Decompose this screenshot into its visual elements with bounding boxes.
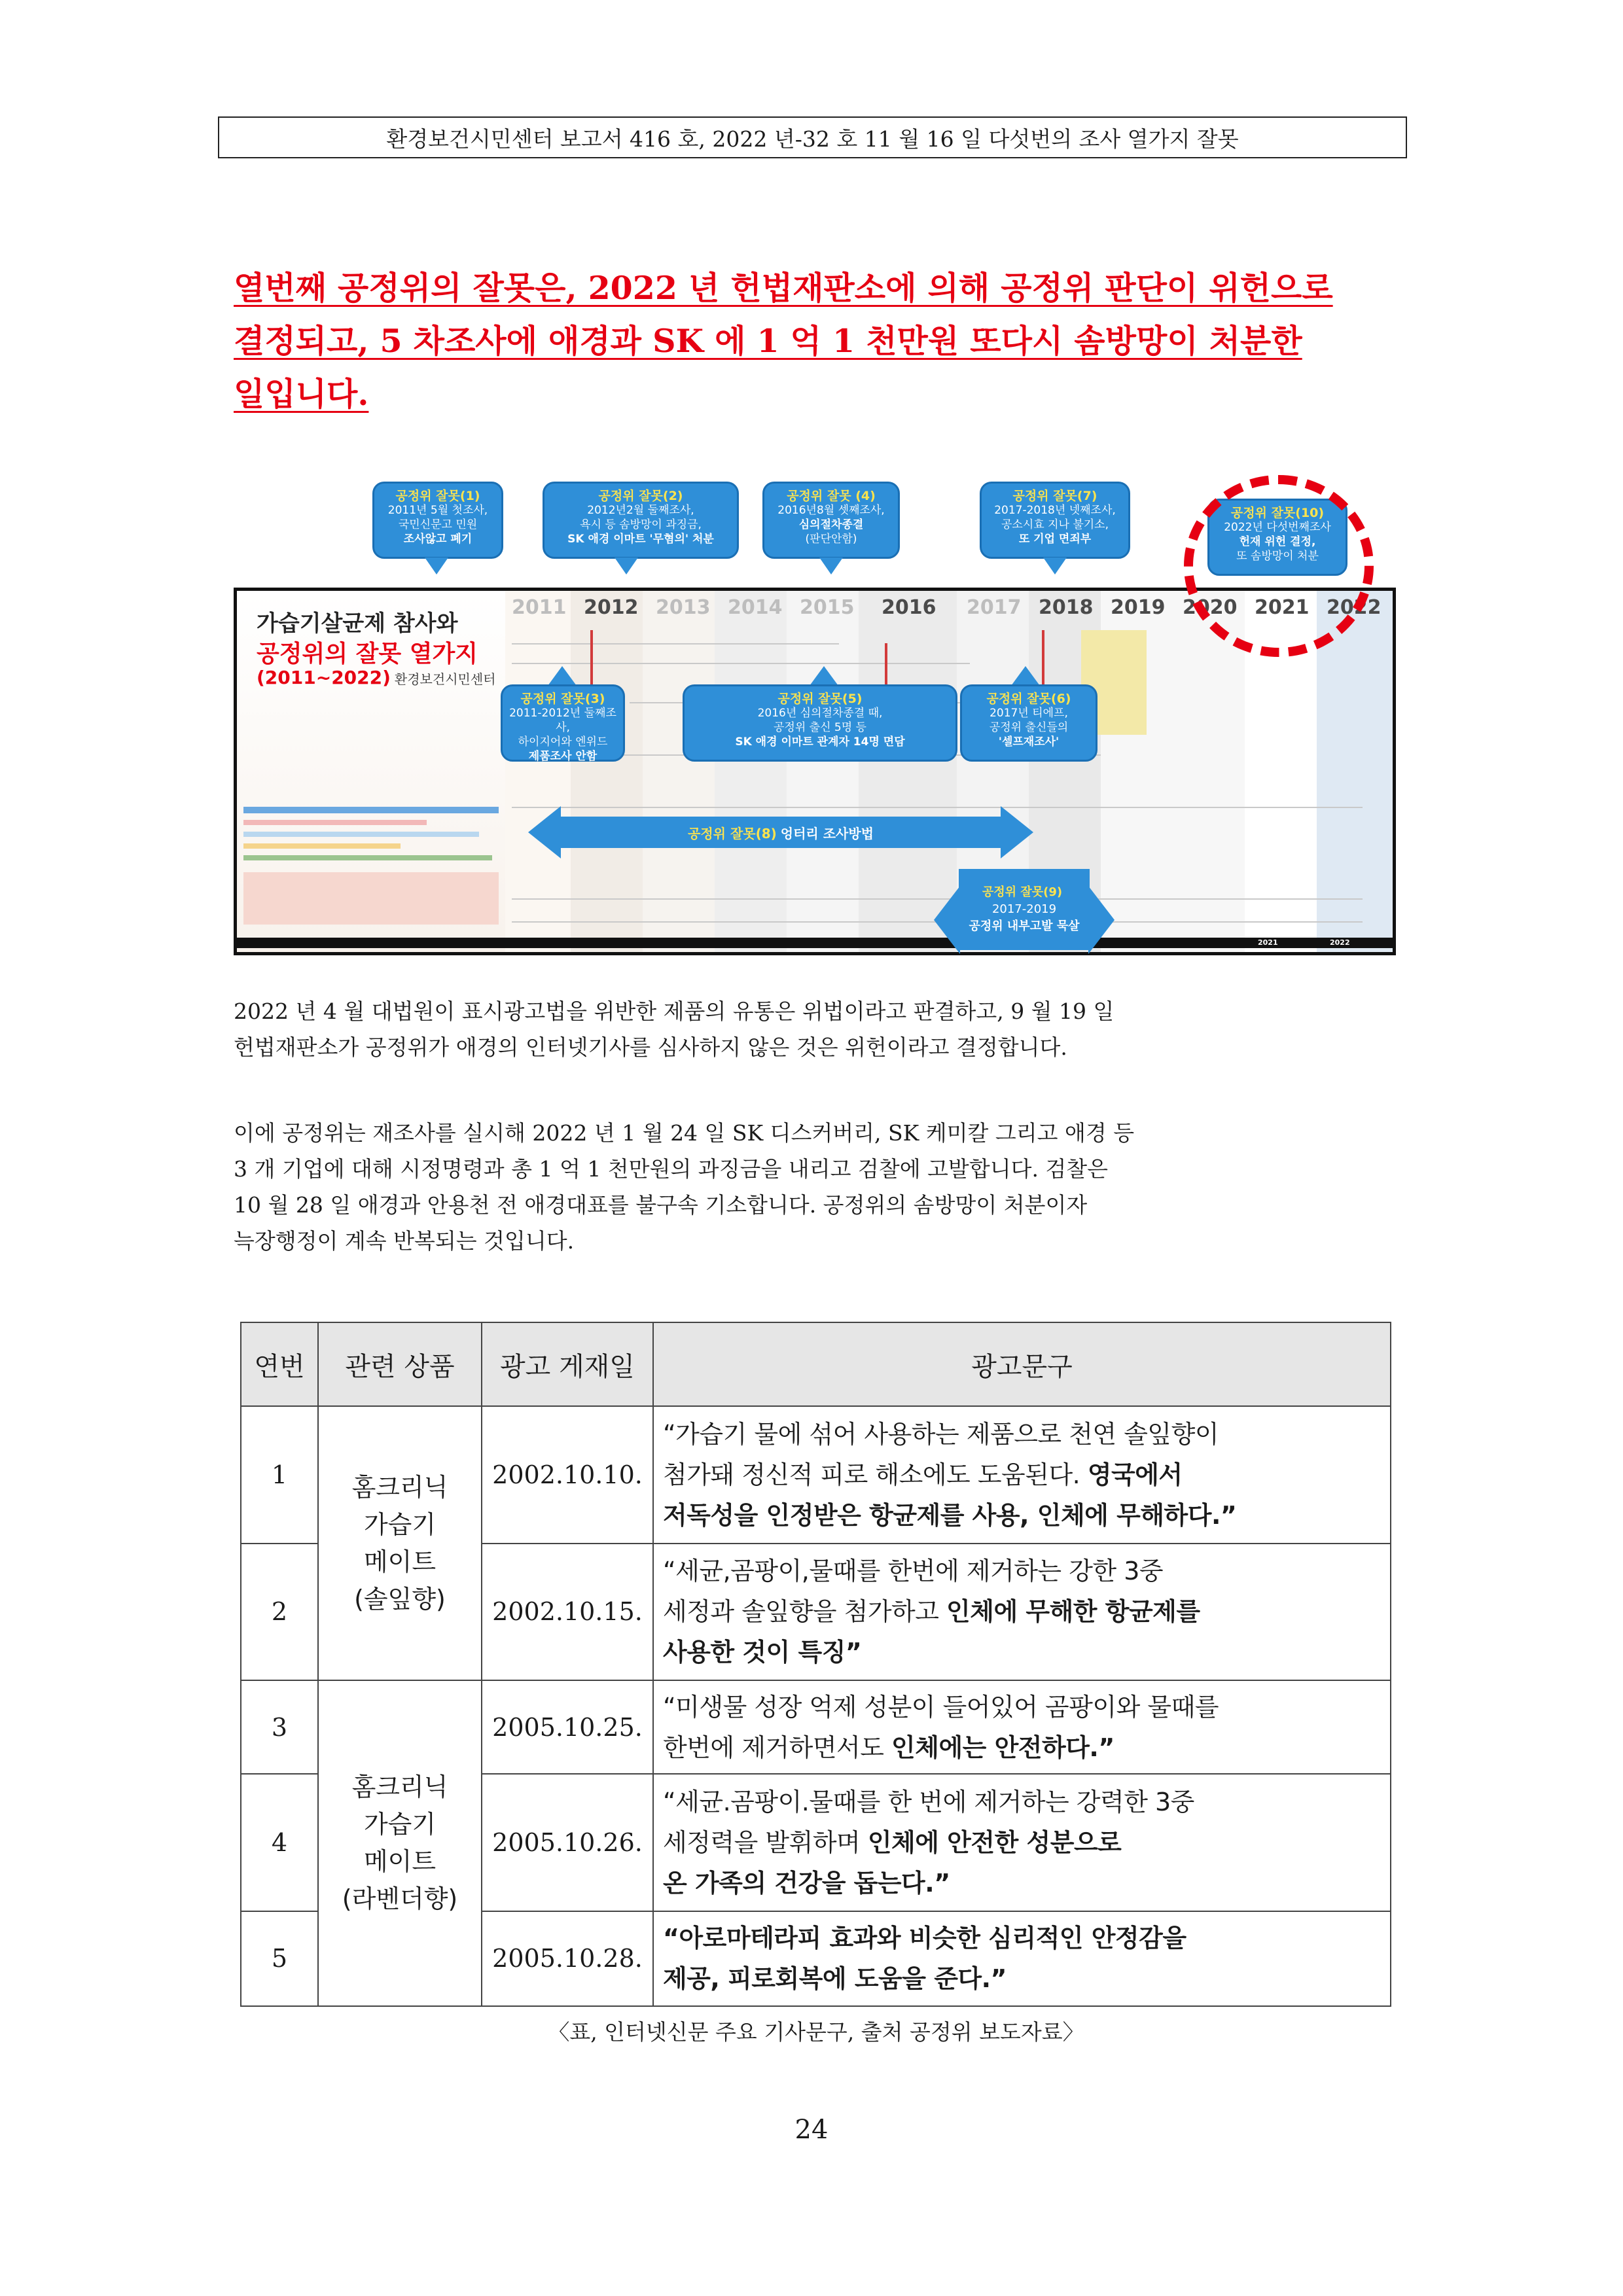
callout-line: (판단안함) [805,533,857,546]
headline-line-3: 일입니다. [234,375,369,413]
row-number: 4 [241,1774,318,1911]
product-cell [318,1680,482,2006]
detail-line [512,807,1363,808]
timeline-frame [234,588,1396,955]
callout-error-9 [959,869,1090,950]
ad-copy-table [240,1322,1391,2007]
axis-label: 2022 [1330,938,1350,947]
ad-copy [653,1911,1391,2006]
decor-row [243,855,492,860]
year-label: 2017 [967,596,1022,619]
callout-pointer [615,557,638,574]
year-label: 2011 [512,596,567,619]
year-band [571,591,643,955]
callout-line: 2011-2012년 둘째조사, [509,707,616,734]
column-header: 광고 게재일 [482,1322,653,1406]
callout-bold: 또 기업 면죄부 [1018,533,1092,546]
timeline-title-line-1: 가습기살균제 참사와 [257,610,458,637]
arrow-left-head [528,806,561,858]
callout-title: 공정위 잘못 (4) [787,489,876,503]
ad-date: 2005.10.28. [482,1911,653,2006]
paragraph-line: 2022 년 4 월 대법원이 표시광고법을 위반한 제품의 유통은 위법이라고 판결하고, 9 월 19 일 [234,998,1115,1024]
callout-line: 2016년 심의절차종결 때, [757,707,883,720]
headline-line-1: 열번째 공정위의 잘못은, 2022 년 헌법재판소에 의해 공정위 판단이 위헌으로 [234,269,1333,307]
callout-bold: SK 애경 이마트 '무혐의' 처분 [567,533,714,546]
product-cell [318,1406,482,1680]
decor-row [243,807,499,813]
callout-title: 공정위 잘못(2) [598,489,683,503]
copy-text: 한번에 제거하면서도 [663,1733,892,1762]
callout-pointer [1043,557,1067,574]
row-number: 2 [241,1544,318,1680]
paragraph-line: 이에 공정위는 재조사를 실시해 2022 년 1 월 24 일 SK 디스커버리, SK 케미칼 그리고 애경 등 [234,1120,1135,1146]
product-line: 홈크리닉 [351,1773,448,1802]
row-number: 3 [241,1680,318,1774]
callout-line: 욕시 등 솜방망이 과징금, [580,518,702,531]
axis-label: 2021 [1258,938,1278,947]
callout-title: 공정위 잘못(7) [1012,489,1097,503]
callout-error-7 [980,482,1130,559]
year-band [1317,591,1393,955]
product-line: 메이트 [363,1547,437,1576]
callout-line: 공정위 출신들의 [989,721,1069,734]
ad-date: 2002.10.10. [482,1406,653,1543]
copy-text: 세정력을 발휘하며 [663,1828,868,1857]
ad-date: 2005.10.26. [482,1774,653,1911]
callout-line: 2017년 티에프, [990,707,1068,720]
callout-error-5 [683,684,957,762]
copy-bold: 온 가족의 건강을 돕는다.” [663,1868,950,1898]
year-label: 2016 [882,596,936,619]
page-number: 24 [794,2115,829,2145]
callout-line: 2016년8월 셋째조사, [777,504,885,517]
decor-block [243,872,499,925]
ad-copy [653,1544,1391,1680]
product-line: 가습기 [363,1810,437,1839]
column-header: 연번 [241,1322,318,1406]
callout-bold: SK 애경 이마트 관계자 14명 면담 [735,735,905,749]
callout-error-8 [560,817,1002,848]
year-label: 2015 [800,596,855,619]
timeline-title-years: (2011~2022) [257,667,391,688]
callout-line: 하이지어와 엔위드 [518,735,608,749]
copy-bold: 인체에는 안전하다.” [891,1733,1115,1762]
callout-line: 국민신문고 민원 [398,518,478,531]
ad-copy [653,1680,1391,1774]
paragraph-line: 헌법재판소가 공정위가 애경의 인터넷기사를 심사하지 않은 것은 위헌이라고 결정합니다. [234,1034,1067,1060]
column-header: 광고문구 [653,1322,1391,1406]
product-line: (라벤더향) [342,1884,458,1914]
paragraph-2 [234,1115,1399,1259]
paragraph-line: 늑장행정이 계속 반복되는 것입니다. [234,1228,575,1254]
year-band [505,591,571,955]
timeline-infographic [234,458,1396,955]
report-header-text: 환경보건시민센터 보고서 416 호, 2022 년-32 호 11 월 16 일 다섯번의 조사 열가지 잘못 [386,126,1239,152]
copy-text: 첨가돼 정신적 피로 해소에도 도움된다. [663,1460,1088,1489]
callout-error-6 [960,684,1097,762]
detail-line [512,663,970,664]
copy-bold: 제공, 피로회복에 도움을 준다.” [663,1964,1007,1994]
callout-bold: 제품조사 안함 [528,750,597,763]
timeline-title-line-2: 공정위의 잘못 열가지 [257,641,478,667]
decor-row [243,820,427,825]
arrow-right-head [1001,806,1033,858]
year-label: 2018 [1039,596,1094,619]
callout-line: 또 솜방망이 처분 [1236,550,1319,563]
section-headline [234,262,1399,421]
column-header: 관련 상품 [318,1322,482,1406]
row-number: 1 [241,1406,318,1543]
callout-error-3 [501,684,625,762]
year-label: 2014 [728,596,783,619]
callout-line: 2022년 다섯번째조사 [1224,521,1331,534]
callout-error-2 [543,482,739,559]
copy-text: 세정과 솔잎향을 첨가하고 [663,1597,947,1627]
paragraph-line: 3 개 기업에 대해 시정명령과 총 1 억 1 천만원의 과징금을 내리고 검찰에 고발합니다. 검찰은 [234,1156,1109,1182]
callout-pointer [1011,666,1040,686]
product-line: 메이트 [363,1847,437,1877]
copy-bold: “아로마테라피 효과와 비슷한 심리적인 안정감을 [663,1924,1186,1953]
callout-line: 2017-2018년 넷째조사, [994,504,1116,517]
callout-title: 공정위 잘못(5) [777,692,863,706]
callout-line: 2017-2019 [991,902,1057,916]
callout-pointer [810,666,838,686]
callout-title: 공정위 잘못(3) [520,692,605,706]
copy-bold: 저독성을 인정받은 항균제를 사용, 인체에 무해하다.” [663,1500,1237,1530]
callout-line: 공정위 출신 5명 등 [774,721,866,734]
copy-text: “미생물 성장 억제 성분이 들어있어 곰팡이와 물때를 [663,1692,1219,1722]
callout-title: 공정위 잘못(8) [688,825,777,841]
highlight-circle [1184,475,1374,657]
decor-row [243,832,479,837]
product-line: 홈크리닉 [351,1472,448,1502]
copy-bold: 사용한 것이 특징” [663,1638,862,1667]
callout-title: 공정위 잘못(9) [982,885,1063,899]
callout-error-1 [372,482,503,559]
row-number: 5 [241,1911,318,2006]
paragraph-line: 10 월 28 일 애경과 안용천 전 애경대표를 불구속 기소합니다. 공정위의 솜방망이 처분이자 [234,1192,1088,1218]
timeline-axis-bar [237,938,1393,948]
table-header-row [241,1322,1391,1406]
arrow-right-head [1088,886,1115,954]
arrow-left-head [934,886,960,954]
table-caption: 〈표, 인터넷신문 주요 기사문구, 출처 공정위 보도자료〉 [548,2019,1084,2045]
ad-date: 2002.10.15. [482,1544,653,1680]
year-label: 2012 [584,596,639,619]
year-label: 2021 [1255,596,1310,619]
copy-bold: 인체에 무해한 항균제를 [946,1597,1200,1627]
year-band [715,591,787,955]
timeline-title-panel [237,591,505,955]
callout-bold: 헌재 위헌 결정, [1239,535,1316,548]
product-line: (솔잎향) [354,1584,446,1614]
year-label: 2022 [1327,596,1382,619]
ad-date: 2005.10.25. [482,1680,653,1774]
ad-copy [653,1774,1391,1911]
copy-bold: 영국에서 [1087,1460,1183,1489]
paragraph-1 [234,993,1399,1065]
callout-bold: '셀프재조사' [998,735,1060,749]
callout-line: 2011년 5월 첫조사, [387,504,488,517]
callout-line: 2012년2월 둘째조사, [587,504,694,517]
year-band [643,591,715,955]
ad-copy [653,1406,1391,1543]
callout-line: 공소시효 지나 불기소, [1001,518,1109,531]
copy-text: “세균.곰팡이.물때를 한 번에 제거하는 강력한 3중 [663,1787,1194,1816]
report-header [218,116,1407,158]
detail-line [512,643,839,645]
callout-pointer [548,666,577,686]
callout-pointer [425,557,448,574]
callout-pointer [819,557,843,574]
callout-title: 공정위 잘못(10) [1230,506,1325,520]
timeline-title-line-3 [257,667,495,688]
headline-line-2: 결정되고, 5 차조사에 애경과 SK 에 1 억 1 천만원 또다시 솜방망이 처분한 [234,322,1302,360]
year-band [787,591,859,955]
callout-bold: 조사않고 폐기 [403,533,473,546]
callout-bold: 심의절차종결 [798,518,864,531]
year-label: 2020 [1183,596,1238,619]
timeline-title-org: 환경보건시민센터 [394,671,496,687]
copy-text: “가습기 물에 섞어 사용하는 제품으로 천연 솔잎향이 [663,1419,1219,1449]
callout-bold: 공정위 내부고발 묵살 [969,919,1080,933]
callout-title: 공정위 잘못(1) [395,489,480,503]
table-row [241,1680,1391,1774]
callout-error-4 [762,482,900,559]
copy-bold: 인체에 안전한 성분으로 [867,1828,1122,1857]
callout-bold: 엉터리 조사방법 [780,825,874,841]
callout-title: 공정위 잘못(6) [986,692,1071,706]
decor-row [243,843,401,849]
year-label: 2019 [1111,596,1166,619]
product-line: 가습기 [363,1510,437,1539]
table-row [241,1406,1391,1543]
copy-text: “세균,곰팡이,물때를 한번에 제거하는 강한 3중 [663,1557,1164,1586]
year-label: 2013 [656,596,711,619]
